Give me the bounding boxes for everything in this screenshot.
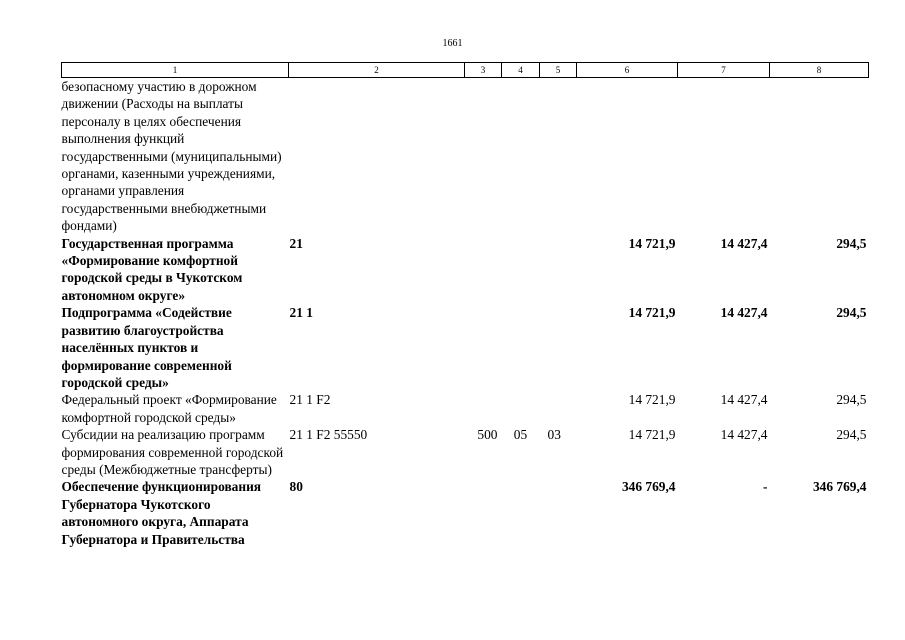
- row-code: [289, 78, 465, 235]
- header-col-6: 6: [577, 63, 678, 78]
- row-col-3: [465, 478, 502, 548]
- header-col-2: 2: [289, 63, 465, 78]
- budget-table: [61, 62, 869, 548]
- row-name: Субсидии на реализацию программ формирования современной городской среды (Межбюджетные трансферты): [61, 427, 284, 477]
- row-col-3: [465, 391, 502, 426]
- row-col-6: 14 721,9: [628, 305, 676, 321]
- table-row: [62, 426, 869, 478]
- row-col-4: [502, 478, 540, 548]
- header-col-5: 5: [540, 63, 577, 78]
- row-col-8: 294,5: [836, 235, 867, 251]
- table-row: [62, 478, 869, 548]
- row-col-7: [678, 78, 770, 235]
- row-name: Федеральный проект «Формирование комфортной городской среды»: [61, 392, 277, 425]
- row-col-6: 14 721,9: [628, 427, 676, 443]
- row-col-5: [540, 235, 577, 305]
- header-col-7: 7: [678, 63, 770, 78]
- header-col-1: 1: [62, 63, 289, 78]
- table-header: [62, 63, 869, 78]
- row-code: 80: [289, 479, 303, 495]
- header-row: [62, 63, 869, 78]
- row-col-7: 14 427,4: [720, 235, 768, 251]
- row-col-8: 294,5: [836, 305, 867, 321]
- header-col-3: 3: [465, 63, 502, 78]
- row-col-5: [540, 304, 577, 391]
- row-name: безопасному участию в дорожном движении (Расходы на выплаты персоналу в целях обеспечения выполнения функций государственными (муниципальными) органами, казенными учреждениями, органами управления государственными внебюджетными фондами): [61, 79, 282, 234]
- row-col-6: [577, 78, 678, 235]
- table-body: [62, 78, 869, 548]
- row-col-4: [502, 391, 540, 426]
- row-col-6: 346 769,4: [621, 479, 676, 495]
- row-col-5: [540, 478, 577, 548]
- row-code: 21: [289, 235, 303, 251]
- row-col-8: 346 769,4: [812, 479, 867, 495]
- row-name: Подпрограмма «Содействие развитию благоустройства населённых пунктов и формирование современной городской среды»: [61, 305, 232, 390]
- row-col-7: -: [763, 479, 768, 495]
- row-col-5: 03: [547, 427, 561, 443]
- row-col-7: 14 427,4: [720, 305, 768, 321]
- row-code: 21 1 F2: [289, 392, 331, 408]
- page-number: 1661: [442, 38, 463, 49]
- header-col-8: 8: [770, 63, 869, 78]
- row-name: Государственная программа «Формирование комфортной городской среды в Чукотском автономном округе»: [61, 235, 243, 303]
- row-col-3: [465, 78, 502, 235]
- row-col-8: 294,5: [836, 392, 867, 408]
- row-col-6: 14 721,9: [628, 235, 676, 251]
- row-col-3: [465, 304, 502, 391]
- row-col-7: 14 427,4: [720, 392, 768, 408]
- header-col-4: 4: [502, 63, 540, 78]
- row-code: 21 1 F2 55550: [289, 427, 368, 443]
- row-col-7: 14 427,4: [720, 427, 768, 443]
- row-col-5: [540, 391, 577, 426]
- row-col-4: [502, 235, 540, 305]
- row-col-4: 05: [513, 427, 528, 443]
- row-col-4: [502, 304, 540, 391]
- table-row: [62, 78, 869, 235]
- row-code: 21 1: [289, 305, 313, 321]
- row-col-3: 500: [477, 427, 498, 443]
- row-col-8: 294,5: [836, 427, 867, 443]
- row-col-4: [502, 78, 540, 235]
- table-row: [62, 391, 869, 426]
- row-name: Обеспечение функционирования Губернатора Чукотского автономного округа, Аппарата Губернатора и Правительства: [61, 479, 262, 547]
- row-col-8: [770, 78, 869, 235]
- row-col-6: 14 721,9: [628, 392, 676, 408]
- row-col-3: [465, 235, 502, 305]
- table-row: [62, 235, 869, 305]
- table-row: [62, 304, 869, 391]
- row-col-5: [540, 78, 577, 235]
